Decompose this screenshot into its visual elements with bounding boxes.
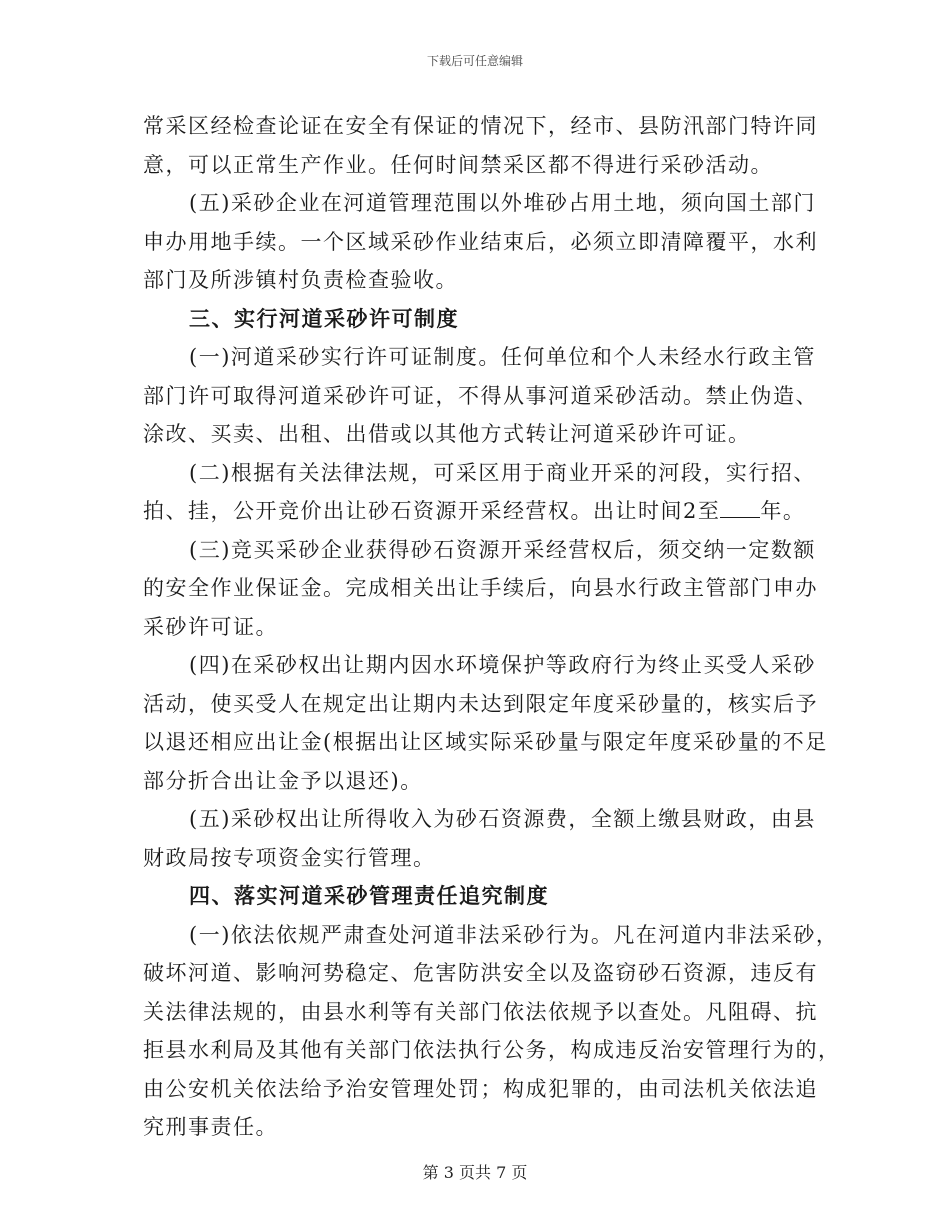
page-footer: 第 3 页共 7 页	[422, 1163, 528, 1182]
text-line: (二)根据有关法律法规，可采区用于商业开采的河段，实行招、	[189, 460, 816, 485]
page-header: 下载后可任意编辑	[426, 54, 523, 68]
text-line: 部门及所涉镇村负责检查验收。	[143, 268, 458, 292]
text-line: 申办用地手续。一个区域采砂作业结束后，必须立即清障覆平，水利	[143, 229, 818, 254]
text-line: 关法律法规的，由县水利等有关部门依法依规予以查处。凡阻碍、抗	[143, 999, 818, 1024]
text-line: 部门许可取得河道采砂许可证，不得从事河道采砂活动。禁止伪造、	[143, 383, 818, 408]
text-line: 涂改、买卖、出租、出借或以其他方式转让河道采砂许可证。	[143, 422, 751, 446]
text-line: 由公安机关依法给予治安管理处罚；构成犯罪的，由司法机关依法追	[143, 1076, 818, 1101]
text-line: 活动，使买受人在规定出让期内未达到限定年度采砂量的，核实后予	[143, 691, 818, 716]
text-line: 部分折合出让金予以退还)。	[143, 768, 423, 793]
text-line: 财政局按专项资金实行管理。	[143, 845, 436, 870]
text-line: 以退还相应出让金(根据出让区域实际采砂量与限定年度采砂量的不足	[143, 730, 828, 754]
text-line: (一)依法依规严肃查处河道非法采砂行为。凡在河道内非法采砂，	[189, 922, 839, 947]
text-line: (四)在采砂权出让期内因水环境保护等政府行为终止买受人采砂	[189, 653, 816, 677]
text-line: (五)采砂企业在河道管理范围以外堆砂占用土地，须向国土部门	[189, 191, 816, 215]
text-line: 破坏河道、影响河势稳定、危害防洪安全以及盗窃砂石资源，违反有	[143, 961, 818, 985]
fill-in-blank	[720, 497, 760, 518]
text-segment: 年。	[760, 499, 806, 523]
document-body	[143, 107, 841, 1147]
text-line: (三)竞买采砂企业获得砂石资源开采经营权后，须交纳一定数额	[189, 537, 816, 562]
section-heading: 四、落实河道采砂管理责任追究制度	[189, 883, 549, 908]
text-line: 意，可以正常生产作业。任何时间禁采区都不得进行采砂活动。	[143, 152, 773, 177]
text-line: 采砂许可证。	[143, 614, 278, 639]
text-line: 的安全作业保证金。完成相关出让手续后，向县水行政主管部门申办	[143, 576, 818, 600]
text-line: 究刑事责任。	[143, 1115, 278, 1139]
text-line: 拒县水利局及其他有关部门依法执行公务，构成违反治安管理行为的，	[143, 1038, 841, 1062]
section-heading: 三、实行河道采砂许可制度	[189, 305, 459, 331]
text-line	[143, 492, 807, 531]
text-line: (五)采砂权出让所得收入为砂石资源费，全额上缴县财政，由县	[189, 807, 816, 831]
text-line: 常采区经检查论证在安全有保证的情况下，经市、县防汛部门特许同	[143, 114, 818, 138]
text-line: (一)河道采砂实行许可证制度。任何单位和个人未经水行政主管	[189, 345, 816, 369]
text-segment: 拍、挂，公开竞价出让砂石资源开采经营权。出让时间2至	[143, 499, 721, 523]
